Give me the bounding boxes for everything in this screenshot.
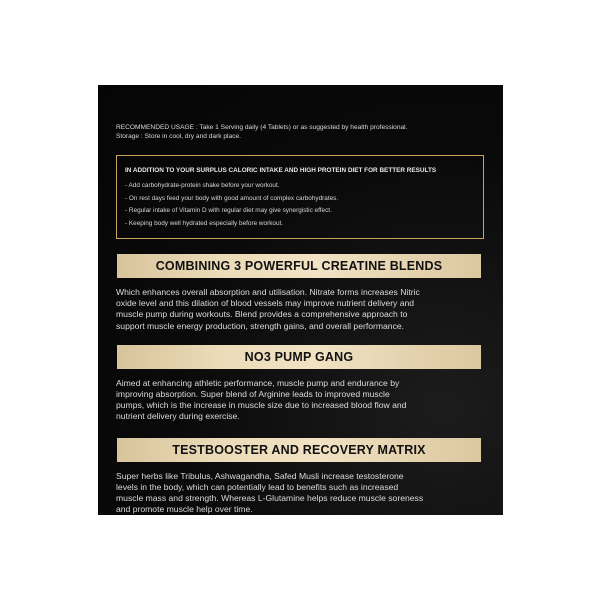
section-heading-testbooster: TESTBOOSTER AND RECOVERY MATRIX — [117, 438, 481, 462]
paragraph-line: support muscle energy production, strength gains, and overall performance. — [116, 320, 405, 331]
storage-line: Storage : Store in cool, dry and dark place. — [116, 133, 241, 140]
tips-title: IN ADDITION TO YOUR SURPLUS CALORIC INTAKE AND HIGH PROTEIN DIET FOR BETTER RESULTS — [125, 167, 437, 174]
paragraph-line: muscle pump during workouts. Blend provides a comprehensive approach to — [116, 309, 408, 320]
tip-item: - Add carbohydrate-protein shake before your workout. — [125, 182, 280, 189]
paragraph-line: pumps, which is the increase in muscle size due to increased blood flow and — [116, 400, 407, 411]
paragraph-line: levels in the body, which can potentially lead to benefits such as increased — [116, 481, 399, 492]
section-heading-creatine: COMBINING 3 POWERFUL CREATINE BLENDS — [117, 254, 481, 278]
tips-list — [125, 180, 475, 230]
paragraph-line: Super herbs like Tribulus, Ashwagandha, Safed Musli increase testosterone — [116, 470, 404, 481]
tip-item: - Keeping body well hydrated especially before workout. — [125, 219, 284, 227]
paragraph-line: Which enhances overall absorption and utilisation. Nitrate forms increases Nitric — [116, 287, 420, 297]
section-text-no3 — [116, 378, 488, 423]
paragraph-line: Aimed at enhancing athletic performance, muscle pump and endurance by — [116, 377, 400, 388]
paragraph-line: oxide level and this dilation of blood vessels may improve nutrient delivery and — [116, 298, 415, 309]
paragraph-line: and promote muscle help over time. — [116, 504, 253, 515]
section-text-testbooster — [116, 471, 488, 516]
usage-line: RECOMMENDED USAGE : Take 1 Serving daily (4 Tablets) or as suggested by health professional. — [116, 124, 408, 131]
product-label-panel — [98, 85, 503, 515]
usage-instructions — [116, 123, 491, 141]
tip-item: - On rest days feed your body with good amount of complex carbohydrates. — [125, 194, 339, 202]
tips-box — [116, 155, 484, 239]
section-text-creatine — [116, 287, 488, 332]
tip-item: - Regular intake of Vitamin D with regular diet may give synergistic effect. — [125, 207, 332, 214]
paragraph-line: improving absorption. Super blend of Arginine leads to improved muscle — [116, 389, 390, 400]
paragraph-line: muscle mass and strength. Whereas L-Glutamine helps reduce muscle soreness — [116, 493, 424, 504]
section-heading-no3: NO3 PUMP GANG — [117, 345, 481, 369]
paragraph-line: nutrient delivery during exercise. — [116, 411, 240, 422]
